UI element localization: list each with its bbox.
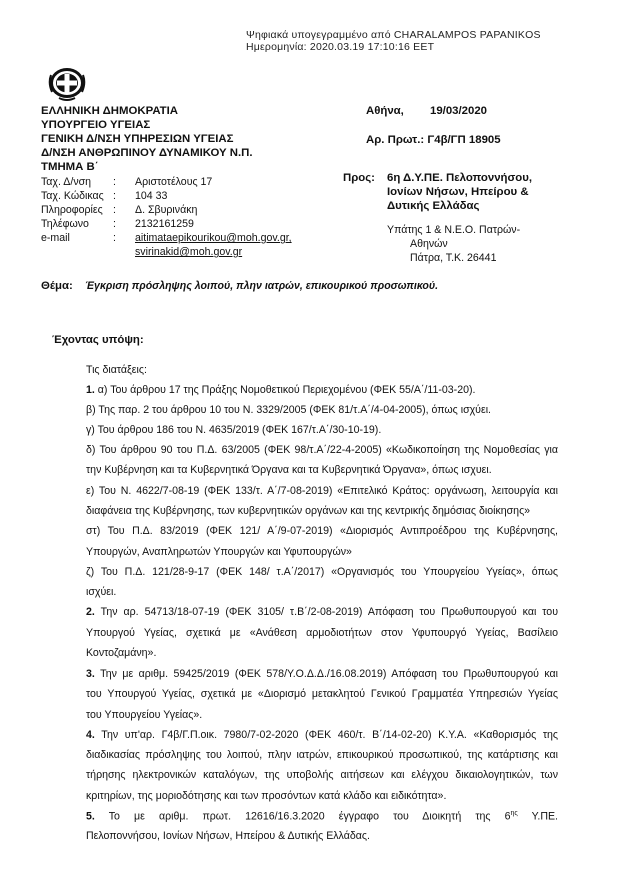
para-1st-line-1: στ) Του Π.Δ. 83/2019 (ΦΕΚ 121/ Α΄/9-07-2019) «Διορισμός Αντιπροέδρου της Κυβέρνησης, — [86, 525, 558, 537]
contact-value-address: Αριστοτέλους 17 — [135, 176, 213, 188]
para-4-line-1 — [86, 729, 558, 741]
para-2-line-2: Υπουργού Υγείας, σχετικά με «Ανάθεση αρμοδιοτήτων στον Υφυπουργό Υγείας, Βασίλειο — [86, 627, 558, 639]
para-2-line-1 — [86, 606, 558, 618]
para-1z-line-1: ζ) Του Π.Δ. 121/28-9-17 (ΦΕΚ 148/ τ.Α΄/2017) «Οργανισμός του Υπουργείου Υγείας», όπως — [86, 566, 558, 578]
para-1b: β) Της παρ. 2 του άρθρου 10 του Ν. 3329/2005 (ΦΕΚ 81/τ.Α΄/4-04-2005), όπως ισχύει. — [86, 404, 491, 416]
para-4-line-2: διαδικασίας πρόσληψης του λοιπού, πλην ιατρών, επικουρικού προσωπικού, της κατάρτισης και — [86, 749, 558, 761]
para-1e-line-2: διαφάνεια της Κυβέρνησης, των κυβερνητικών οργάνων και της κεντρικής δημόσιας διοίκησης» — [86, 505, 531, 517]
para-num: 3. — [86, 668, 95, 680]
header-republic: ΕΛΛΗΝΙΚΗ ΔΗΜΟΚΡΑΤΙΑ — [41, 105, 178, 117]
para-4-text: Την υπ'αρ. Γ4β/Γ.Π.οικ. 7980/7-02-2020 (ΦΕΚ 460/τ. Β΄/14-02-20) Κ.Υ.Α. «Καθορισμός της — [101, 729, 558, 741]
contact-value-postcode: 104 33 — [135, 190, 168, 202]
recipient-address-3: Πάτρα, Τ.Κ. 26441 — [410, 252, 497, 264]
para-num: 2. — [86, 606, 95, 618]
contact-label-phone: Τηλέφωνο — [41, 218, 89, 230]
recipient-address-2: Αθηνών — [410, 238, 448, 250]
para-1e-line-1: ε) Του Ν. 4622/7-08-19 (ΦΕΚ 133/τ. Α΄/7-08-2019) «Επιτελικό Κράτος: οργάνωση, λειτουργία και — [86, 485, 558, 497]
para-3-line-1 — [86, 668, 558, 680]
para-2-line-3: Κοντοζαμάνη». — [86, 647, 157, 659]
para-3-line-3: του Υπουργείου Υγείας». — [86, 709, 203, 721]
para-4-line-4: κριτηρίων, της μοριοδότησης και των προσόντων κατά κλάδο και ειδικότητα». — [86, 790, 447, 802]
coat-of-arms-emblem — [47, 66, 87, 102]
contact-colon: : — [113, 176, 116, 188]
header-directorate: Δ/ΝΣΗ ΑΝΘΡΩΠΙΝΟΥ ΔΥΝΑΜΙΚΟΥ Ν.Π. — [41, 147, 253, 159]
subject-text: Έγκριση πρόσληψης λοιπού, πλην ιατρών, επικουρικού προσωπικού. — [85, 280, 439, 292]
para-5-text-end: Υ.ΠΕ. — [531, 810, 558, 823]
recipient-line-1: 6η Δ.Υ.ΠΕ. Πελοποννήσου, — [387, 172, 533, 184]
contact-label-address: Ταχ. Δ/νση — [41, 176, 92, 188]
recipient-line-3: Δυτικής Ελλάδας — [387, 200, 480, 212]
contact-label-email: e-mail — [41, 232, 70, 244]
subject-label: Θέμα: — [41, 280, 73, 292]
place: Αθήνα, — [366, 105, 404, 117]
considering-heading: Έχοντας υπόψη: — [52, 334, 144, 346]
email-link-2[interactable]: svirinakid@moh.gov.gr — [135, 246, 243, 258]
para-1z-line-2: ισχύει. — [86, 586, 117, 598]
para-num: 4. — [86, 729, 95, 741]
contact-value-phone: 2132161259 — [135, 218, 194, 230]
para-num: 5. — [86, 810, 95, 823]
para-2-text: Την αρ. 54713/18-07-19 (ΦΕΚ 3105/ τ.Β΄/2-08-2019) Απόφαση του Πρωθυπουργού και του — [100, 606, 558, 618]
para-5-superscript: ης — [510, 810, 518, 817]
para-num: 1. — [86, 384, 95, 396]
para-5-line-1 — [86, 810, 558, 823]
signature-line-1: Ψηφιακά υπογεγραμμένο από CHARALAMPOS PAPANIKOS — [246, 29, 541, 41]
header-department: ΤΜΗΜΑ Β΄ — [41, 161, 99, 173]
para-1a-text: α) Του άρθρου 17 της Πράξης Νομοθετικού Περιεχομένου (ΦΕΚ 55/Α΄/11-03-20). — [97, 384, 476, 396]
contact-colon: : — [113, 190, 116, 202]
recipient-line-2: Ιονίων Νήσων, Ηπείρου & — [387, 186, 529, 198]
para-3-line-2: του Υπουργού Υγείας, σχετικά με «Διορισμό μετακλητού Γενικού Γραμματέα Υπηρεσιών Υγείας — [86, 688, 558, 700]
para-4-line-3: τήρησης ηλεκτρονικών καταλόγων, της υποβολής αιτήσεων και ελέγχου δικαιολογητικών, των — [86, 769, 558, 781]
para-5-text: Το με αριθμ. πρωτ. 12616/16.3.2020 έγγραφο του Διοικητή της 6 — [108, 810, 511, 823]
para-3-text: Την με αριθμ. 59425/2019 (ΦΕΚ 578/Υ.Ο.Δ.Δ./16.08.2019) Απόφαση του Πρωθυπουργού και — [100, 668, 558, 680]
para-1st-line-2: Υπουργών, Αναπληρωτών Υπουργών και Υφυπουργών» — [86, 546, 352, 558]
to-label: Προς: — [343, 172, 375, 184]
header-ministry: ΥΠΟΥΡΓΕΙΟ ΥΓΕΙΑΣ — [41, 119, 151, 131]
date: 19/03/2020 — [430, 105, 488, 117]
protocol-number: Αρ. Πρωτ.: Γ4β/ΓΠ 18905 — [366, 134, 501, 146]
contact-value-info: Δ. Σβυρινάκη — [135, 204, 198, 216]
para-5-line-2: Πελοποννήσου, Ιονίων Νήσων, Ηπείρου & Δυτικής Ελλάδας. — [86, 830, 370, 842]
recipient-address-1: Υπάτης 1 & Ν.Ε.Ο. Πατρών- — [387, 224, 521, 236]
para-1c: γ) Του άρθρου 186 του Ν. 4635/2019 (ΦΕΚ 167/τ.Α΄/30-10-19). — [86, 424, 382, 436]
para-1d-line-1: δ) Του άρθρου 90 του Π.Δ. 63/2005 (ΦΕΚ 98/τ.Α΄/22-4-2005) «Κωδικοποίηση της Νομοθεσίας για — [86, 444, 558, 456]
para-1a — [86, 384, 475, 396]
contact-label-postcode: Ταχ. Κώδικας — [41, 190, 104, 202]
para-1d-line-2: την Κυβέρνηση και τα Κυβερνητικά Όργανα και τα Κυβερνητικά Όργανα», όπως ισχυει. — [86, 464, 492, 476]
email-link-1[interactable]: aitimataepikourikou@moh.gov.gr, — [135, 232, 292, 244]
header-general-directorate: ΓΕΝΙΚΗ Δ/ΝΣΗ ΥΠΗΡΕΣΙΩΝ ΥΓΕΙΑΣ — [41, 133, 234, 145]
signature-line-2: Ημερομηνία: 2020.03.19 17:10:16 EET — [246, 41, 435, 53]
contact-label-info: Πληροφορίες — [41, 204, 103, 216]
intro-text: Τις διατάξεις: — [86, 364, 147, 376]
contact-colon: : — [113, 218, 116, 230]
contact-colon: : — [113, 232, 116, 244]
contact-colon: : — [113, 204, 116, 216]
